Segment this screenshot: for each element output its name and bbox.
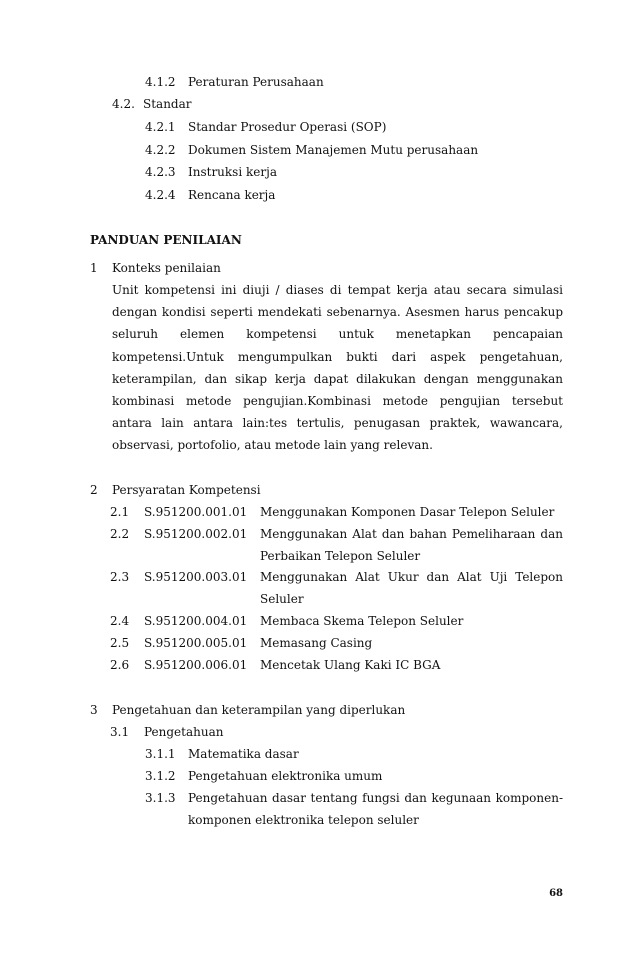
competency-number: 2.6 [110, 658, 130, 672]
competency-code: S.951200.002.01 [144, 527, 248, 541]
competency-row [110, 523, 563, 563]
item-text-continued: komponen elektronika telepon seluler [188, 813, 419, 827]
section-number: 3 [90, 703, 98, 717]
competency-title: Membaca Skema Telepon Seluler [260, 614, 464, 628]
page-number: 68 [549, 888, 563, 899]
item-text: Matematika dasar [188, 747, 299, 761]
subsection-title: Pengetahuan [144, 725, 224, 739]
competency-title: Menggunakan Alat Ukur dan Alat Uji Telepon Seluler [260, 570, 563, 606]
section-heading: PANDUAN PENILAIAN [90, 233, 242, 247]
competency-number: 2.2 [110, 527, 130, 541]
section-title: Pengetahuan dan keterampilan yang diperlukan [112, 703, 406, 717]
section-title: Konteks penilaian [112, 261, 221, 275]
item-text: Rencana kerja [188, 188, 276, 202]
competency-code: S.951200.001.01 [144, 505, 248, 519]
competency-code: S.951200.003.01 [144, 570, 248, 584]
item-text: Dokumen Sistem Manajemen Mutu perusahaan [188, 143, 479, 157]
competency-row [110, 610, 563, 632]
item-text: Standar [143, 97, 192, 111]
item-number: 4.1.2 [145, 75, 176, 89]
competency-number: 2.3 [110, 570, 130, 584]
competency-title: Mencetak Ulang Kaki IC BGA [260, 658, 441, 672]
competency-title: Memasang Casing [260, 636, 373, 650]
item-text: Pengetahuan dasar tentang fungsi dan kegunaan komponen- [188, 791, 563, 805]
subsection-number: 3.1 [110, 725, 130, 739]
section-body: Unit kompetensi ini diuji / diases di tempat kerja atau secara simulasi dengan kondisi seperti mendekati sebenarnya. Asesmen harus pencakup seluruh elemen kompetensi untuk menetapkan pencapaian kompetensi.Untuk mengumpulkan bukti dari aspek pengetahuan, keterampilan, dan sikap kerja dapat dilakukan dengan menggunakan kombinasi metode pengujian.Kombinasi metode pengujian tersebut antara lain antara lain:tes tertulis, penugasan praktek, wawancara, observasi, portofolio, atau metode lain yang relevan. [112, 283, 563, 453]
competency-number: 2.1 [110, 505, 130, 519]
competency-row [110, 632, 563, 654]
item-number: 3.1.1 [145, 747, 176, 761]
competency-row [110, 501, 563, 523]
competency-number: 2.5 [110, 636, 130, 650]
competency-title: Menggunakan Alat dan bahan Pemeliharaan dan Perbaikan Telepon Seluler [260, 527, 563, 563]
section-title: Persyaratan Kompetensi [112, 483, 261, 497]
item-text: Pengetahuan elektronika umum [188, 769, 383, 783]
item-number: 4.2.3 [145, 165, 176, 179]
section-number: 1 [90, 261, 98, 275]
section-number: 2 [90, 483, 98, 497]
item-text: Standar Prosedur Operasi (SOP) [188, 120, 387, 134]
item-number: 4.2.2 [145, 143, 176, 157]
item-number: 3.1.2 [145, 769, 176, 783]
item-text: Peraturan Perusahaan [188, 75, 324, 89]
competency-row [110, 654, 563, 676]
item-number: 3.1.3 [145, 791, 176, 805]
item-number: 4.2. [112, 97, 135, 111]
item-text: Instruksi kerja [188, 165, 277, 179]
item-number: 4.2.1 [145, 120, 176, 134]
competency-code: S.951200.005.01 [144, 636, 248, 650]
competency-title: Menggunakan Komponen Dasar Telepon Seluler [260, 505, 555, 519]
competency-code: S.951200.006.01 [144, 658, 248, 672]
competency-number: 2.4 [110, 614, 130, 628]
competency-row [110, 566, 563, 606]
item-number: 4.2.4 [145, 188, 176, 202]
competency-code: S.951200.004.01 [144, 614, 248, 628]
